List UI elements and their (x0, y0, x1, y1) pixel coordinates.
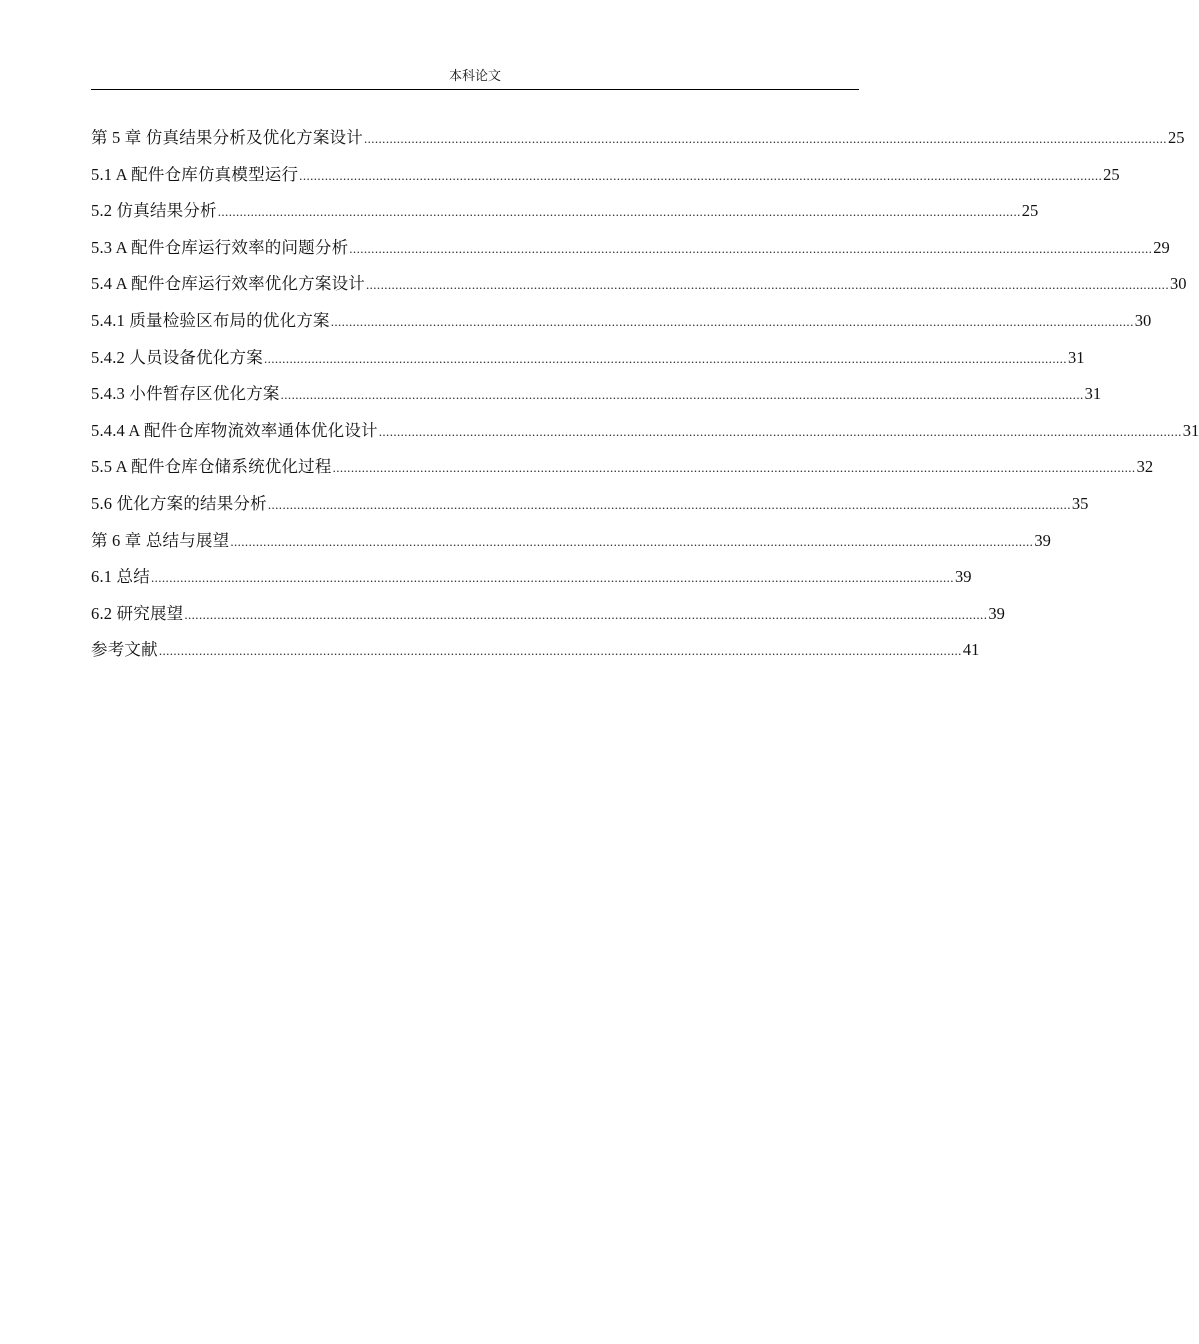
toc-entry[interactable] (91, 161, 1120, 198)
toc-leader-dots: ............................................................................................................................................................................................................................ (332, 460, 1136, 476)
toc-entry-title: 5.4.1 质量检验区布局的优化方案 (91, 310, 330, 330)
toc-leader-dots: ............................................................................................................................................................................................................................ (263, 350, 1067, 366)
toc-entry[interactable] (91, 636, 980, 673)
toc-entry[interactable] (91, 234, 1170, 271)
toc-entry-title: 6.2 研究展望 (91, 603, 184, 623)
toc-entry-title: 参考文献 (91, 640, 158, 660)
header-title: 本科论文 (448, 69, 501, 84)
toc-leader-dots: ............................................................................................................................................................................................................................ (267, 496, 1071, 512)
toc-entry[interactable] (91, 600, 1005, 637)
toc-entry-title: 6.1 总结 (91, 567, 150, 587)
toc-entry-page: 32 (1136, 457, 1154, 477)
toc-leader-dots: ............................................................................................................................................................................................................................ (280, 387, 1084, 403)
toc-entry[interactable] (91, 490, 1089, 527)
toc-leader-dots: ............................................................................................................................................................................................................................ (184, 606, 988, 622)
toc-entry-title: 5.5 A 配件仓库仓储系统优化过程 (91, 457, 332, 477)
toc-leader-dots: ............................................................................................................................................................................................................................ (363, 131, 1167, 146)
toc-entry-page: 31 (1182, 420, 1199, 440)
toc-leader-dots: ............................................................................................................................................................................................................................ (378, 423, 1182, 439)
toc-entry-title: 5.2 仿真结果分析 (91, 201, 217, 221)
toc-entry-title: 5.1 A 配件仓库仿真模型运行 (91, 164, 299, 184)
table-of-contents (91, 124, 1199, 673)
toc-entry-page: 25 (1021, 201, 1039, 221)
toc-entry-title: 第 5 章 仿真结果分析及优化方案设计 (91, 128, 363, 147)
toc-entry-page: 39 (1034, 530, 1051, 550)
toc-entry-title: 5.4 A 配件仓库运行效率优化方案设计 (91, 274, 365, 294)
toc-entry[interactable] (91, 307, 1152, 344)
toc-entry[interactable] (91, 563, 972, 600)
toc-entry[interactable] (91, 453, 1154, 490)
toc-leader-dots: ............................................................................................................................................................................................................................ (217, 204, 1021, 220)
toc-entry[interactable] (91, 380, 1102, 417)
toc-entry-title: 5.3 A 配件仓库运行效率的问题分析 (91, 237, 349, 257)
toc-entry-page: 35 (1071, 493, 1089, 513)
toc-leader-dots: ............................................................................................................................................................................................................................ (230, 533, 1034, 549)
toc-entry-page: 39 (988, 603, 1005, 623)
toc-entry[interactable] (91, 417, 1199, 454)
toc-entry-page: 31 (1084, 384, 1102, 404)
toc-entry-page: 29 (1153, 237, 1170, 257)
toc-entry[interactable] (91, 124, 1185, 161)
toc-entry[interactable] (91, 197, 1039, 234)
toc-entry-title: 5.6 优化方案的结果分析 (91, 493, 267, 513)
toc-entry-page: 30 (1134, 310, 1152, 330)
toc-entry-title: 5.4.4 A 配件仓库物流效率通体优化设计 (91, 420, 378, 440)
toc-entry[interactable] (91, 527, 1051, 564)
toc-leader-dots: ............................................................................................................................................................................................................................ (150, 570, 954, 586)
toc-entry-page: 31 (1067, 347, 1085, 367)
toc-entry-title: 5.4.2 人员设备优化方案 (91, 347, 263, 367)
toc-entry-page: 41 (962, 640, 980, 660)
toc-leader-dots: ............................................................................................................................................................................................................................ (349, 240, 1153, 256)
toc-leader-dots: ............................................................................................................................................................................................................................ (158, 643, 962, 659)
toc-leader-dots: ............................................................................................................................................................................................................................ (299, 167, 1103, 183)
toc-leader-dots: ............................................................................................................................................................................................................................ (365, 277, 1169, 293)
toc-entry[interactable] (91, 270, 1187, 307)
toc-entry[interactable] (91, 344, 1085, 381)
toc-entry-page: 25 (1167, 128, 1185, 147)
toc-entry-title: 5.4.3 小件暂存区优化方案 (91, 384, 280, 404)
toc-entry-page: 30 (1169, 274, 1187, 294)
page-header (91, 67, 859, 90)
toc-entry-page: 25 (1103, 164, 1120, 184)
toc-entry-page: 39 (954, 567, 972, 587)
toc-entry-title: 第 6 章 总结与展望 (91, 530, 230, 550)
toc-leader-dots: ............................................................................................................................................................................................................................ (330, 313, 1134, 329)
